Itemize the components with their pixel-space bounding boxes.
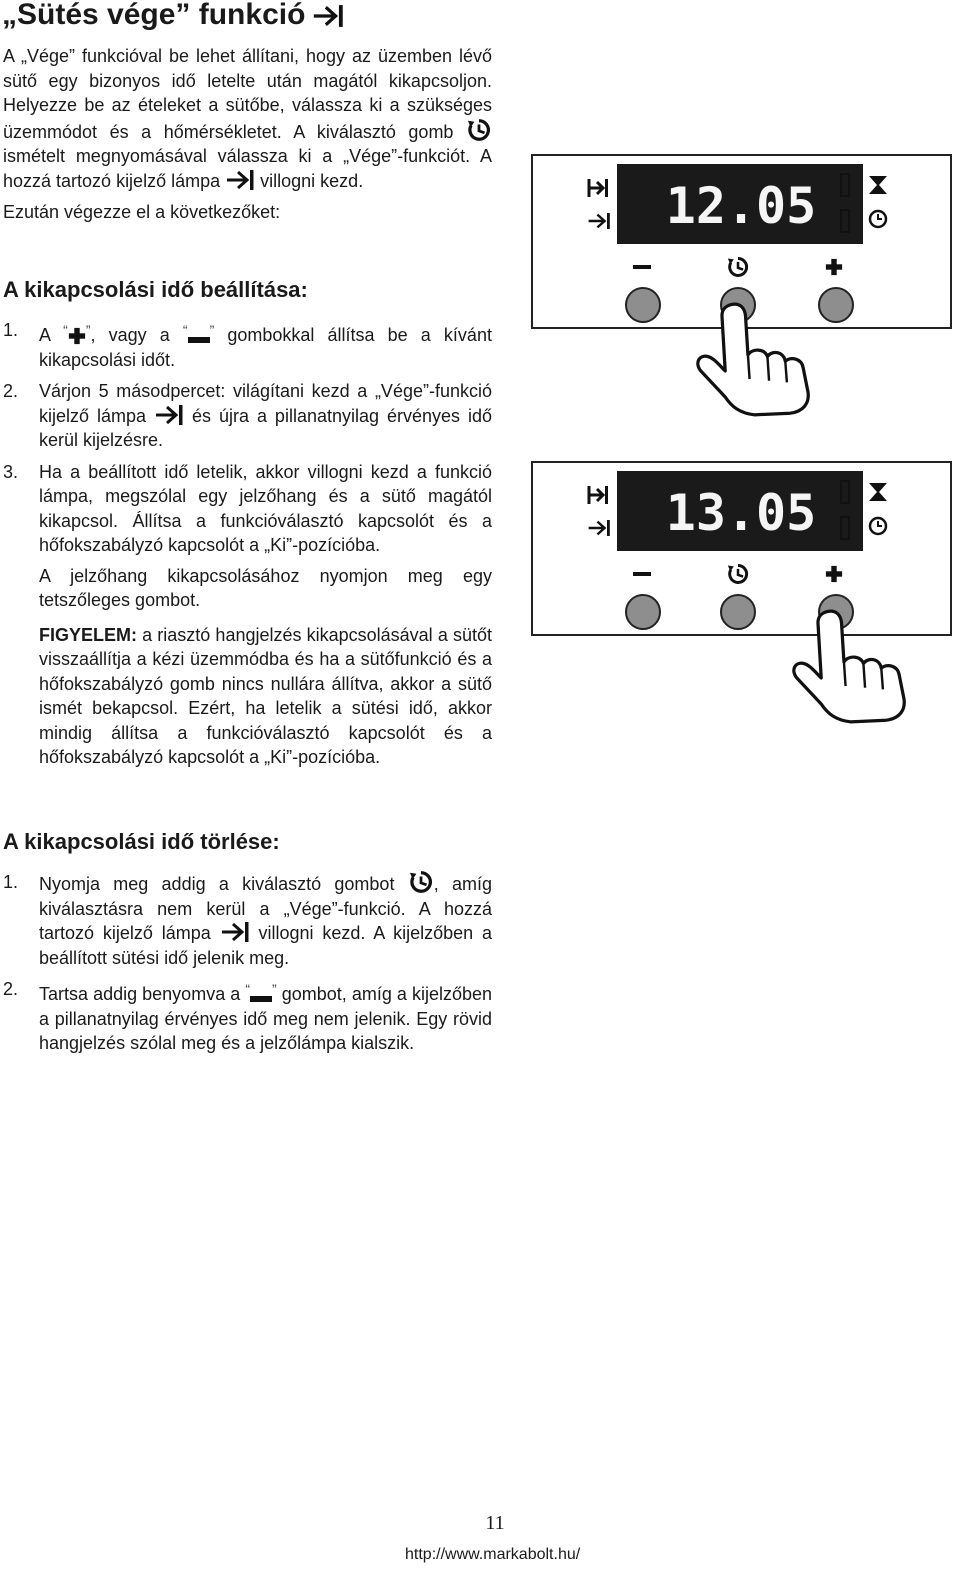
panel-drawing: [533, 156, 950, 327]
warning-label: FIGYELEM:: [39, 624, 137, 645]
intro-text-b: ismételt megnyomásával válassza ki a „Vége”-funkciót. A hozzá tartozó kijelző lámpa: [3, 146, 492, 191]
warning-note: [39, 623, 492, 770]
page-title: [2, 0, 345, 34]
warning-text: a riasztó hangjelzés kikapcsolásával a sütőt visszaállítja a kézi üzemmódba és ha a sütőfunkció és a hőfokszabályzó gomb nincs nullára állítva, akkor a sütő ismét bekapcsol. Ezért, ha letelik a sütési idő, akkor mindig állítsa a funkcióválasztó kapcsolót és a hőfokszabályzó kapcsolót a „Ki”-pozícióba.: [39, 624, 492, 767]
end-time-icon: [589, 520, 610, 536]
panel-drawing: [533, 463, 950, 634]
step-text: villogni kezd. A kijelzőben a beállított sütési idő jelenik meg.: [39, 923, 492, 968]
end-time-icon: [220, 921, 250, 943]
duration-icon: [589, 486, 608, 504]
plus-icon: [68, 327, 86, 345]
intro-section: [3, 44, 492, 225]
control-panel-illustration: [531, 154, 952, 329]
set-step-1: 1. A “ ”, vagy a “ ” gombokkal állítsa be a kívánt kikapcsolási időt.: [3, 320, 492, 370]
clear-heading: A kikapcsolási idő törlése:: [3, 829, 280, 854]
minus-icon: [188, 335, 210, 345]
page-number: 11: [485, 1512, 505, 1534]
step-number: 1.: [3, 320, 19, 340]
clock-icon: [408, 870, 434, 894]
step-text: , vagy a: [90, 325, 170, 345]
step-text: A: [39, 325, 51, 345]
plus-button-label: [826, 259, 842, 275]
lcd-display-value: 13.05: [665, 484, 817, 542]
set-section: [3, 276, 492, 770]
hourglass-icon: [869, 483, 887, 501]
intro-followup: Ezután végezze el a következőket:: [3, 202, 281, 222]
step-text: Tartsa addig benyomva a: [39, 984, 241, 1004]
minus-button: [626, 595, 660, 629]
plus-button-label: [826, 566, 842, 582]
clear-section: [3, 828, 492, 1056]
clock-button-label: [728, 566, 747, 583]
hourglass-icon: [869, 176, 887, 194]
minus-icon: [250, 994, 272, 1004]
lcd-display-value: 12.05: [665, 177, 817, 235]
duration-icon: [589, 179, 608, 197]
step-text: és újra a pillanatnyilag érvényes idő kerül kijelzésre.: [39, 405, 492, 450]
end-time-icon: [154, 404, 184, 426]
clear-step-2: 2. Tartsa addig benyomva a “ ” gombot, amíg a kijelzőben a pillanatnyilag érvényes idő meg nem jelenik. Egy rövid hangjelzés szólal meg és a jelzőlámpa kialszik.: [3, 979, 492, 1053]
minus-button-label: [633, 572, 651, 576]
clock-icon: [466, 118, 492, 142]
step-text: Várjon 5 másodpercet: világítani kezd a „Vége”-funkció kijelző lámpa: [39, 381, 492, 426]
hand-pointer-icon: [698, 304, 808, 415]
step-text: gombot, amíg a kijelzőben a pillanatnyilag érvényes idő meg nem jelenik. Egy rövid hangjelzés szólal meg és a jelzőlámpa kialszik.: [39, 984, 492, 1053]
page-title-text: „Sütés vége” funkció: [2, 0, 306, 31]
clock-icon: [870, 518, 886, 534]
minus-button: [626, 288, 660, 322]
set-heading: A kikapcsolási idő beállítása:: [3, 277, 308, 302]
step-number: 2.: [3, 979, 19, 999]
end-time-icon: [589, 213, 610, 229]
step-number: 1.: [3, 872, 19, 892]
clock-icon: [870, 211, 886, 227]
footer-url[interactable]: http://www.markabolt.hu/: [405, 1546, 581, 1563]
end-time-icon: [311, 4, 345, 28]
end-time-icon: [225, 169, 255, 191]
hand-pointer-icon: [794, 611, 904, 722]
plus-button: [819, 288, 853, 322]
intro-text-c: villogni kezd.: [260, 170, 364, 191]
control-panel-illustration: [531, 461, 952, 636]
intro-text-a: A „Vége” funkcióval be lehet állítani, hogy az üzemben lévő sütő egy bizonyos idő letelte után magától kikapcsoljon. Helyezze be az ételeket a sütőbe, válassza ki a szükséges üzemmódot és a hőmérsékletet. A kiválasztó gomb: [3, 46, 492, 142]
step-text: , amíg kiválasztásra nem kerül a „Vége”-funkció. A hozzá tartozó kijelző lámpa: [39, 874, 492, 943]
step-text: A jelzőhang kikapcsolásához nyomjon meg egy tetszőleges gombot.: [39, 565, 492, 610]
clock-button: [721, 595, 755, 629]
intro-paragraph: [3, 44, 492, 193]
minus-button-label: [633, 265, 651, 269]
clock-button-label: [728, 259, 747, 276]
step-number: 2.: [3, 381, 19, 401]
step-text: Ha a beállított idő letelik, akkor villogni kezd a funkció lámpa, megszólal egy jelzőhang és a sütő magától kikapcsol. Állítsa a funkcióválasztó kapcsolót és a hőfokszabályzó kapcsolót a „Ki”-pozícióba.: [39, 461, 492, 555]
set-step-2: [3, 379, 492, 453]
clear-step-1: [3, 870, 492, 970]
step-text: gombokkal állítsa be a kívánt kikapcsolási időt.: [39, 325, 492, 370]
set-step-3: [3, 460, 492, 770]
step-number: 3.: [3, 461, 19, 482]
step-text: Nyomja meg addig a kiválasztó gombot: [39, 874, 395, 894]
